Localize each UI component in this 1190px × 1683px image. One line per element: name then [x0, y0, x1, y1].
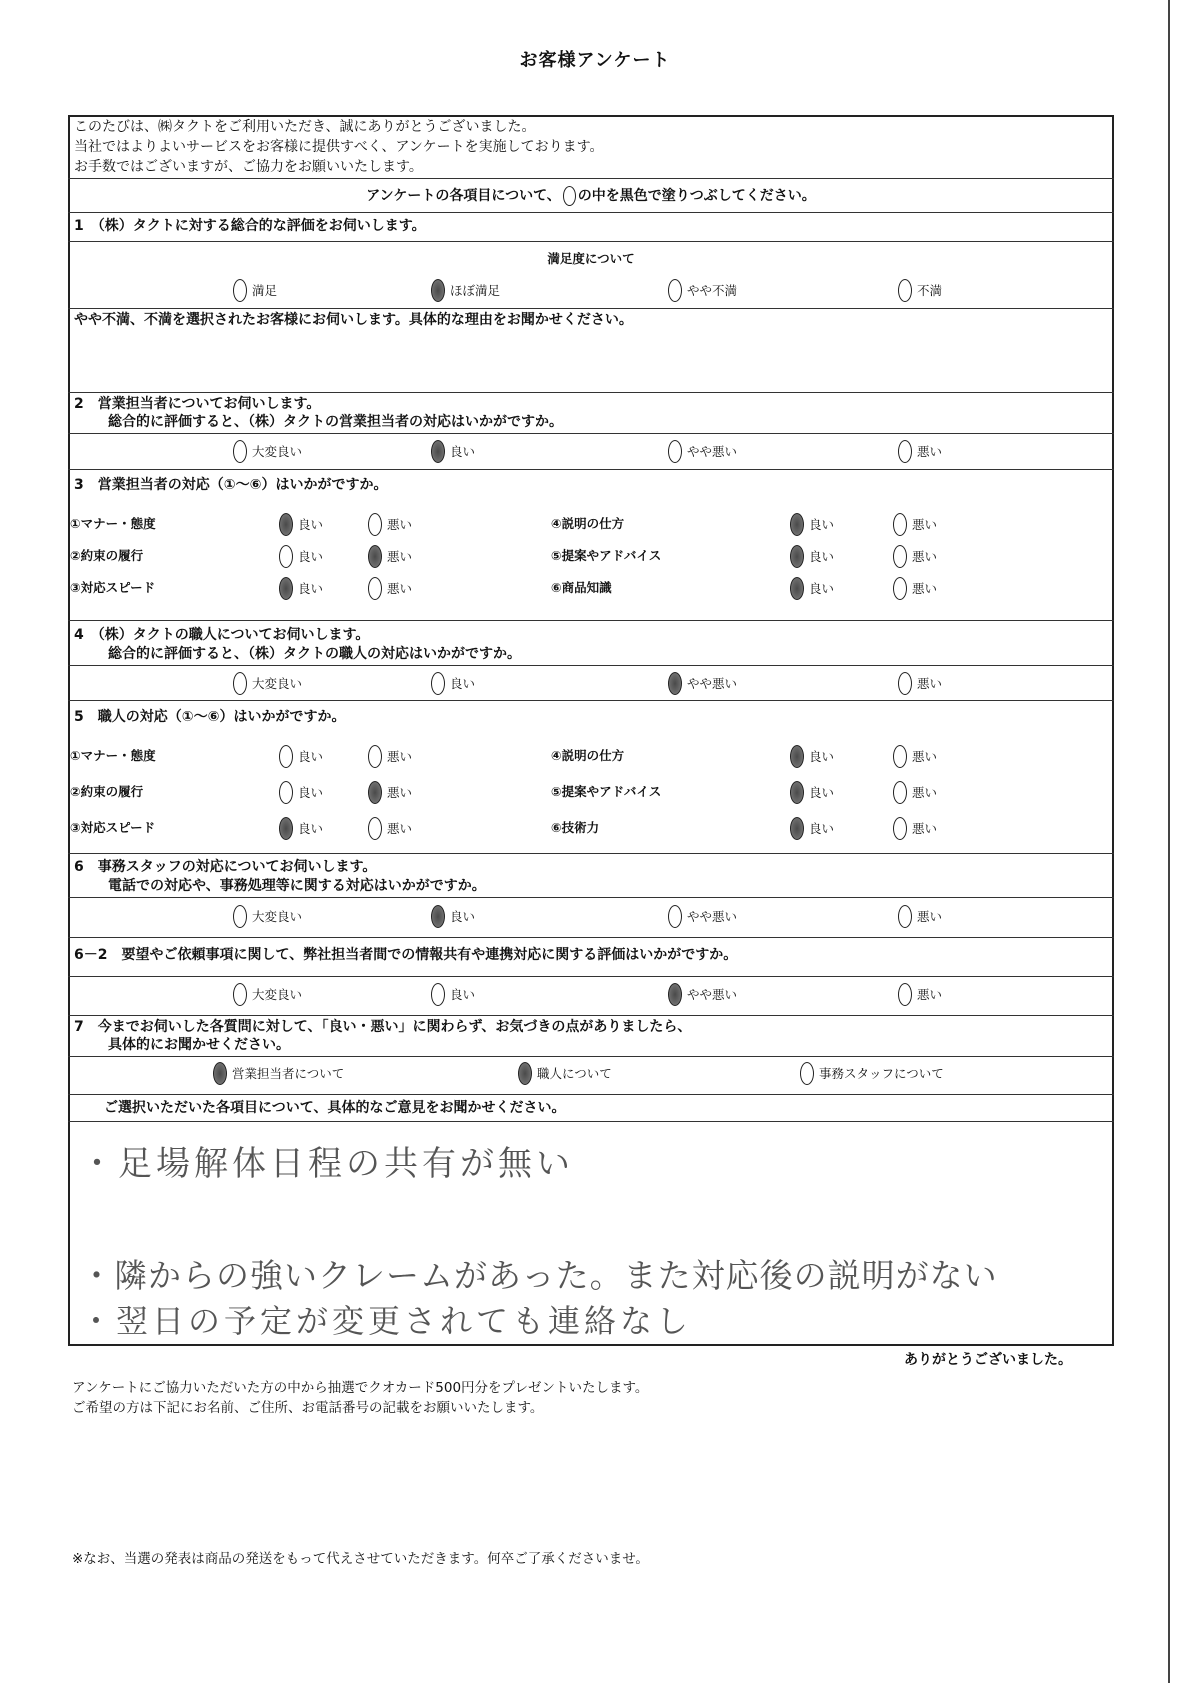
q6-2-option[interactable]	[898, 981, 942, 1007]
divider	[68, 178, 1114, 179]
empty-bubble-icon[interactable]	[233, 440, 247, 463]
q6-option[interactable]	[431, 903, 475, 929]
footer-line: ご希望の方は下記にお名前、ご住所、お電話番号の記載をお願いいたします。	[72, 1400, 544, 1416]
q5-good-option[interactable]	[790, 815, 834, 841]
q1-option[interactable]	[233, 277, 277, 303]
q3-good-option[interactable]	[279, 511, 323, 537]
option-label: 悪い	[912, 581, 938, 596]
option-label: 職人について	[537, 1066, 612, 1081]
q5-bad-option[interactable]	[368, 779, 412, 805]
divider	[68, 1094, 1114, 1095]
option-label: 良い	[298, 749, 324, 764]
option-label: 悪い	[387, 821, 413, 836]
filled-bubble-icon[interactable]	[790, 545, 804, 568]
divider	[68, 469, 1114, 470]
option-label: 良い	[450, 987, 476, 1002]
option-label: 良い	[298, 581, 324, 596]
divider	[68, 433, 1114, 434]
q5-good-option[interactable]	[279, 779, 323, 805]
empty-bubble-icon[interactable]	[898, 279, 912, 302]
q1-reason-prompt: やや不満、不満を選択されたお客様にお伺いします。具体的な理由をお聞かせください。	[74, 312, 633, 328]
option-label: 良い	[809, 517, 835, 532]
q6-option[interactable]	[898, 903, 942, 929]
divider	[68, 1015, 1114, 1016]
empty-bubble-icon[interactable]	[893, 745, 907, 768]
empty-bubble-icon[interactable]	[893, 781, 907, 804]
q4-option[interactable]	[431, 670, 475, 696]
filled-bubble-icon[interactable]	[279, 817, 293, 840]
filled-bubble-icon[interactable]	[431, 440, 445, 463]
q5-bad-option[interactable]	[893, 815, 937, 841]
option-label: 悪い	[387, 749, 413, 764]
option-label: 大変良い	[252, 676, 303, 691]
divider	[68, 241, 1114, 242]
intro-line: 当社ではよりよいサービスをお客様に提供すべく、アンケートを実施しております。	[74, 139, 604, 155]
q3-heading: 3 営業担当者の対応（①～⑥）はいかがですか。	[74, 477, 388, 493]
q5-item-label: ①マナー・態度	[70, 748, 156, 763]
option-label: やや悪い	[687, 676, 738, 691]
empty-bubble-icon[interactable]	[279, 545, 293, 568]
option-label: 悪い	[387, 581, 413, 596]
handwritten-comment: ・足場解体日程の共有が無い	[80, 1144, 574, 1184]
option-label: やや悪い	[687, 987, 738, 1002]
option-label: 悪い	[912, 785, 938, 800]
empty-bubble-icon[interactable]	[893, 545, 907, 568]
empty-bubble-icon[interactable]	[898, 905, 912, 928]
instruction-after: の中を黒色で塗りつぶしてください。	[577, 188, 816, 204]
filled-bubble-icon[interactable]	[790, 781, 804, 804]
filled-bubble-icon[interactable]	[518, 1062, 532, 1085]
q6-2-heading: 6－2 要望やご依頼事項に関して、弊社担当者間での情報共有や連携対応に関する評価はいかがですか。	[74, 947, 738, 963]
q3-item-label: ④説明の仕方	[551, 516, 625, 531]
filled-bubble-icon[interactable]	[790, 817, 804, 840]
q3-item-label: ③対応スピード	[70, 580, 156, 595]
q6-option[interactable]	[233, 903, 302, 929]
q5-good-option[interactable]	[279, 743, 323, 769]
q2-subheading: 総合的に評価すると、（株）タクトの営業担当者の対応はいかがですか。	[108, 414, 563, 430]
empty-bubble-icon[interactable]	[279, 781, 293, 804]
option-label: 悪い	[387, 549, 413, 564]
empty-bubble-icon[interactable]	[233, 279, 247, 302]
option-label: 不満	[917, 283, 943, 298]
filled-bubble-icon[interactable]	[368, 781, 382, 804]
q5-bad-option[interactable]	[893, 779, 937, 805]
q5-item-label: ④説明の仕方	[551, 748, 625, 763]
option-label: 事務スタッフについて	[819, 1066, 944, 1081]
q6-heading: 6 事務スタッフの対応についてお伺いします。	[74, 859, 377, 875]
option-label: ほぼ満足	[450, 283, 501, 298]
filled-bubble-icon[interactable]	[431, 905, 445, 928]
divider	[68, 700, 1114, 701]
q3-bad-option[interactable]	[893, 543, 937, 569]
q7-heading: 7 今までお伺いした各質問に対して、「良い・悪い」に関わらず、お気づきの点がありましたら、	[74, 1019, 692, 1035]
empty-bubble-icon[interactable]	[431, 672, 445, 695]
q3-item-label: ⑤提案やアドバイス	[551, 548, 662, 563]
empty-bubble-icon[interactable]	[668, 279, 682, 302]
page-title: お客様アンケート	[519, 50, 671, 71]
footer-line: アンケートにご協力いただいた方の中から抽選でクオカード500円分をプレゼントいたします。	[72, 1380, 649, 1396]
option-label: 良い	[450, 909, 476, 924]
option-label: やや悪い	[687, 909, 738, 924]
q5-good-option[interactable]	[790, 779, 834, 805]
filled-bubble-icon[interactable]	[668, 983, 682, 1006]
option-label: やや悪い	[687, 444, 738, 459]
q5-item-label: ③対応スピード	[70, 820, 156, 835]
q4-option[interactable]	[898, 670, 942, 696]
option-label: 良い	[298, 821, 324, 836]
divider	[68, 976, 1114, 977]
option-label: 悪い	[912, 821, 938, 836]
q6-2-option[interactable]	[668, 981, 737, 1007]
filled-bubble-icon[interactable]	[368, 545, 382, 568]
empty-bubble-icon[interactable]	[893, 513, 907, 536]
option-label: 悪い	[387, 517, 413, 532]
option-label: 良い	[809, 549, 835, 564]
option-label: 大変良い	[252, 909, 303, 924]
filled-bubble-icon[interactable]	[790, 745, 804, 768]
q3-item-label: ⑥商品知識	[551, 580, 612, 595]
option-label: 良い	[809, 749, 835, 764]
option-label: 良い	[809, 821, 835, 836]
option-label: 満足	[252, 283, 278, 298]
empty-bubble-icon[interactable]	[233, 672, 247, 695]
filled-bubble-icon[interactable]	[279, 513, 293, 536]
q3-good-option[interactable]	[279, 575, 323, 601]
q2-heading: 2 営業担当者についてお伺いします。	[74, 396, 321, 412]
q3-bad-option[interactable]	[368, 543, 412, 569]
option-label: 営業担当者について	[232, 1066, 345, 1081]
q4-option[interactable]	[668, 670, 737, 696]
option-label: 大変良い	[252, 987, 303, 1002]
empty-bubble-icon[interactable]	[800, 1062, 814, 1085]
divider	[68, 665, 1114, 666]
option-label: 悪い	[912, 549, 938, 564]
empty-bubble-icon[interactable]	[368, 513, 382, 536]
option-label: 良い	[809, 581, 835, 596]
q3-bad-option[interactable]	[368, 511, 412, 537]
divider	[68, 308, 1114, 309]
q7-option[interactable]	[800, 1060, 944, 1086]
q6-subheading: 電話での対応や、事務処理等に関する対応はいかがですか。	[108, 878, 486, 894]
option-label: 悪い	[387, 785, 413, 800]
q5-good-option[interactable]	[790, 743, 834, 769]
instruction	[0, 186, 1182, 206]
option-label: 良い	[809, 785, 835, 800]
q3-bad-option[interactable]	[893, 511, 937, 537]
divider	[68, 853, 1114, 854]
option-label: 悪い	[917, 676, 943, 691]
footer-note: ※なお、当選の発表は商品の発送をもって代えさせていただきます。何卒ご了承くださいませ。	[72, 1551, 649, 1567]
q7-option[interactable]	[213, 1060, 344, 1086]
empty-bubble-icon[interactable]	[893, 577, 907, 600]
filled-bubble-icon[interactable]	[790, 577, 804, 600]
option-label: 良い	[298, 517, 324, 532]
q2-option[interactable]	[233, 438, 302, 464]
q4-subheading: 総合的に評価すると、（株）タクトの職人の対応はいかがですか。	[108, 646, 521, 662]
q5-bad-option[interactable]	[368, 815, 412, 841]
divider	[68, 620, 1114, 621]
q1-sublabel: 満足度について	[547, 251, 635, 266]
q3-item-label: ②約束の履行	[70, 548, 144, 563]
q5-bad-option[interactable]	[368, 743, 412, 769]
q5-item-label: ⑤提案やアドバイス	[551, 784, 662, 799]
divider	[68, 392, 1114, 393]
divider	[68, 1121, 1114, 1122]
option-label: 良い	[298, 785, 324, 800]
option-label: 良い	[450, 444, 476, 459]
empty-bubble-icon[interactable]	[368, 577, 382, 600]
q6-option[interactable]	[668, 903, 737, 929]
q6-2-option[interactable]	[431, 981, 475, 1007]
empty-bubble-icon[interactable]	[279, 745, 293, 768]
option-label: 悪い	[917, 444, 943, 459]
empty-bubble-icon[interactable]	[898, 983, 912, 1006]
q1-option[interactable]	[668, 277, 737, 303]
filled-bubble-icon[interactable]	[431, 279, 445, 302]
q3-good-option[interactable]	[279, 543, 323, 569]
empty-bubble-icon[interactable]	[233, 905, 247, 928]
q1-option[interactable]	[898, 277, 942, 303]
q3-bad-option[interactable]	[368, 575, 412, 601]
q5-item-label: ②約束の履行	[70, 784, 144, 799]
q5-good-option[interactable]	[279, 815, 323, 841]
q3-good-option[interactable]	[790, 575, 834, 601]
option-label: 悪い	[912, 517, 938, 532]
divider	[68, 1056, 1114, 1057]
thanks-text: ありがとうございました。	[904, 1352, 1072, 1368]
bubble-example-icon	[563, 186, 576, 206]
q1-heading: 1 （株）タクトに対する総合的な評価をお伺いします。	[74, 218, 426, 234]
divider	[68, 937, 1114, 938]
empty-bubble-icon[interactable]	[898, 672, 912, 695]
intro-line: このたびは、㈱タクトをご利用いただき、誠にありがとうございました。	[74, 119, 536, 135]
q5-bad-option[interactable]	[893, 743, 937, 769]
q7-heading-2: 具体的にお聞かせください。	[108, 1037, 290, 1053]
empty-bubble-icon[interactable]	[668, 440, 682, 463]
empty-bubble-icon[interactable]	[233, 983, 247, 1006]
empty-bubble-icon[interactable]	[668, 905, 682, 928]
q3-good-option[interactable]	[790, 543, 834, 569]
empty-bubble-icon[interactable]	[368, 817, 382, 840]
divider	[68, 212, 1114, 213]
q2-option[interactable]	[668, 438, 737, 464]
option-label: 悪い	[917, 909, 943, 924]
handwritten-comment: ・隣からの強いクレームがあった。また対応後の説明がない	[80, 1256, 998, 1295]
q1-option[interactable]	[431, 277, 500, 303]
q7-comment-prompt: ご選択いただいた各項目について、具体的なご意見をお聞かせください。	[104, 1100, 566, 1116]
q4-option[interactable]	[233, 670, 302, 696]
filled-bubble-icon[interactable]	[790, 513, 804, 536]
empty-bubble-icon[interactable]	[893, 817, 907, 840]
option-label: やや不満	[687, 283, 738, 298]
q3-good-option[interactable]	[790, 511, 834, 537]
intro-line: お手数ではございますが、ご協力をお願いいたします。	[74, 159, 423, 175]
option-label: 悪い	[917, 987, 943, 1002]
q6-2-option[interactable]	[233, 981, 302, 1007]
filled-bubble-icon[interactable]	[213, 1062, 227, 1085]
q4-heading: 4 （株）タクトの職人についてお伺いします。	[74, 627, 370, 643]
option-label: 良い	[450, 676, 476, 691]
empty-bubble-icon[interactable]	[368, 745, 382, 768]
option-label: 良い	[298, 549, 324, 564]
option-label: 悪い	[912, 749, 938, 764]
empty-bubble-icon[interactable]	[898, 440, 912, 463]
q2-option[interactable]	[431, 438, 475, 464]
q3-item-label: ①マナー・態度	[70, 516, 156, 531]
filled-bubble-icon[interactable]	[668, 672, 682, 695]
handwritten-comment: ・翌日の予定が変更されても連絡なし	[80, 1302, 693, 1340]
q5-heading: 5 職人の対応（①～⑥）はいかがですか。	[74, 709, 346, 725]
empty-bubble-icon[interactable]	[431, 983, 445, 1006]
option-label: 大変良い	[252, 444, 303, 459]
filled-bubble-icon[interactable]	[279, 577, 293, 600]
divider	[68, 897, 1114, 898]
q5-item-label: ⑥技術力	[551, 820, 600, 835]
q2-option[interactable]	[898, 438, 942, 464]
q3-bad-option[interactable]	[893, 575, 937, 601]
q7-option[interactable]	[518, 1060, 612, 1086]
instruction-before: アンケートの各項目について、	[366, 188, 561, 204]
